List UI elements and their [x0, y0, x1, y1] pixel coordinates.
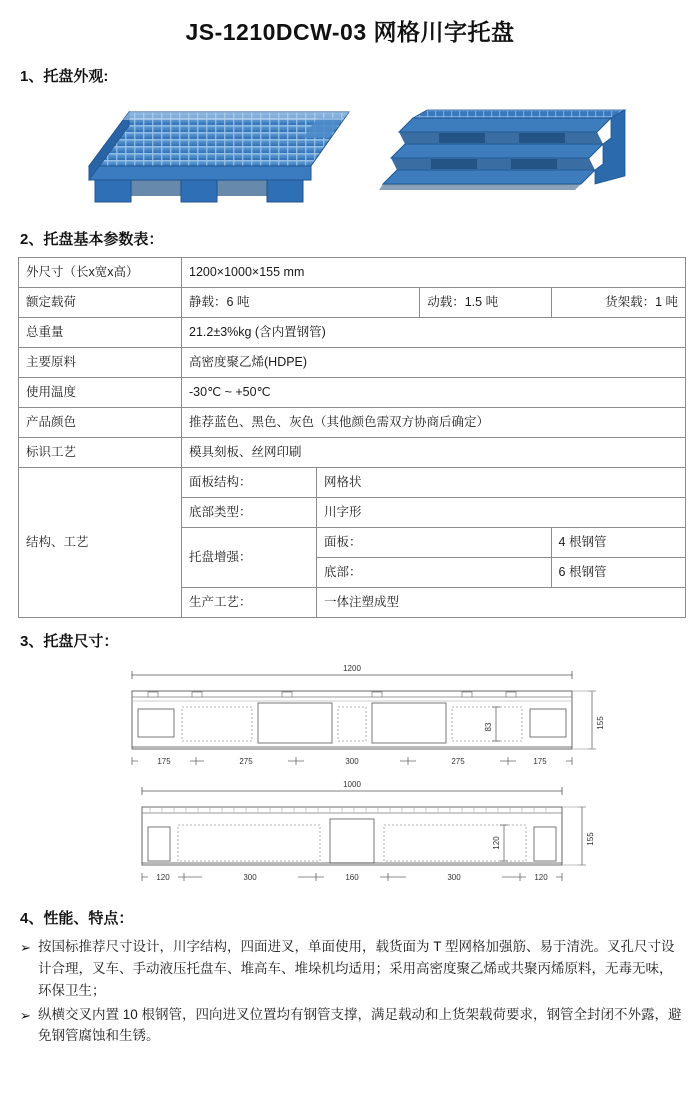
cell-label-load: 额定载荷: [19, 288, 182, 318]
cell-value-marking: 模具刻板、丝网印刷: [182, 438, 686, 468]
section-heading-params: 2、托盘基本参数表：: [20, 231, 164, 248]
dim-side-seg-4: 300: [447, 873, 461, 882]
table-row-marking: [19, 438, 686, 468]
dim-top-seg-1: 175: [157, 757, 171, 766]
cell-value-static-load: 静载：6 吨: [182, 288, 420, 318]
table-row-outer-dimension: [19, 258, 686, 288]
dim-top-seg-5: 175: [533, 757, 547, 766]
cell-label-material: 主要原料: [19, 348, 182, 378]
dim-inner-height-side: 120: [492, 836, 501, 850]
feature-text-1: 按国标推荐尺寸设计，川字结构，四面进叉，单面使用，载货面为 T 型网格加强筋、易于清洗。叉孔尺寸设计合理，叉车、手动液压托盘车、堆高车、堆垛机均适用；采用高密度聚乙烯或共聚丙烯原料，无毒无味，环保卫生；: [38, 939, 675, 998]
dim-side-seg-5: 120: [534, 873, 548, 882]
pallet-illustration-bottom: [379, 104, 629, 216]
cell-value-material: 高密度聚乙烯(HDPE): [182, 348, 686, 378]
cell-value-panel-structure: 网格状: [317, 468, 686, 498]
spec-table: [18, 257, 686, 618]
cell-label-bottom-type: 底部类型：: [182, 498, 317, 528]
cell-value-process: 一体注塑成型: [317, 588, 686, 618]
list-item: [20, 936, 684, 1002]
table-row-color: [19, 408, 686, 438]
cell-value-bottom-type: 川字形: [317, 498, 686, 528]
table-row-load: [19, 288, 686, 318]
cell-value-reinforce-panel: 4 根钢管: [551, 528, 685, 558]
technical-drawing: [72, 659, 632, 895]
table-row-weight: [19, 318, 686, 348]
dim-side-seg-2: 300: [243, 873, 257, 882]
section-heading-appearance: 1、托盘外观:: [20, 68, 109, 85]
cell-value-dynamic-load: 动载：1.5 吨: [420, 288, 551, 318]
dim-overall-height-side: 155: [586, 832, 595, 846]
dim-inner-height-top: 83: [484, 722, 493, 732]
cell-label-temperature: 使用温度: [19, 378, 182, 408]
pallet-photo-bottom-view: [379, 104, 629, 216]
cell-label-reinforce-bottom: 底部：: [317, 558, 552, 588]
cell-label-reinforce-panel: 面板：: [317, 528, 552, 558]
cell-label-panel-structure: 面板结构：: [182, 468, 317, 498]
cell-value-weight: 21.2±3%kg (含内置钢管): [182, 318, 686, 348]
cell-label-marking: 标识工艺: [19, 438, 182, 468]
cell-value-outer-dimension: 1200×1000×155 mm: [182, 258, 686, 288]
pallet-photo-top-view: [71, 104, 361, 216]
list-item: [20, 1004, 684, 1048]
dim-top-seg-2: 275: [239, 757, 253, 766]
dim-top-seg-3: 300: [345, 757, 359, 766]
pallet-illustration-top: [71, 104, 361, 216]
feature-text-2: 纵横交叉内置 10 根钢管，四向进叉位置均有钢管支撑，满足载动和上货架载荷要求，钢管全封闭不外露，避免钢管腐蚀和生锈。: [38, 1006, 682, 1044]
cell-label-reinforcement: 托盘增强：: [182, 528, 317, 588]
cell-label-color: 产品颜色: [19, 408, 182, 438]
cell-value-reinforce-bottom: 6 根钢管: [551, 558, 685, 588]
dim-overall-width-top: 1200: [343, 664, 361, 673]
page-title: JS-1210DCW-03 网格川字托盘: [185, 19, 515, 45]
dim-top-seg-4: 275: [451, 757, 465, 766]
cell-label-outer-dimension: 外尺寸（长x宽x高）: [19, 258, 182, 288]
features-list: [20, 936, 684, 1047]
cell-value-rack-load: 货架载：1 吨: [551, 288, 685, 318]
dim-overall-height-top: 155: [596, 716, 605, 730]
cell-label-weight: 总重量: [19, 318, 182, 348]
arrow-bullet-icon: ➢: [20, 940, 31, 955]
cell-label-structure: 结构、工艺: [19, 468, 182, 618]
cell-value-color: 推荐蓝色、黑色、灰色（其他颜色需双方协商后确定）: [182, 408, 686, 438]
section-heading-dimensions: 3、托盘尺寸：: [20, 633, 119, 650]
dim-overall-width-side: 1000: [343, 780, 361, 789]
dim-side-seg-3: 160: [345, 873, 359, 882]
cell-value-temperature: -30℃ ~ +50℃: [182, 378, 686, 408]
table-row-temperature: [19, 378, 686, 408]
dimension-drawings: [18, 659, 686, 895]
arrow-bullet-icon: ➢: [20, 1007, 31, 1023]
table-row-material: [19, 348, 686, 378]
cell-label-process: 生产工艺：: [182, 588, 317, 618]
section-heading-features: 4、性能、特点：: [20, 910, 134, 927]
table-row-structure-panel: [19, 468, 686, 498]
pallet-photos: [16, 94, 684, 216]
dim-side-seg-1: 120: [156, 873, 170, 882]
